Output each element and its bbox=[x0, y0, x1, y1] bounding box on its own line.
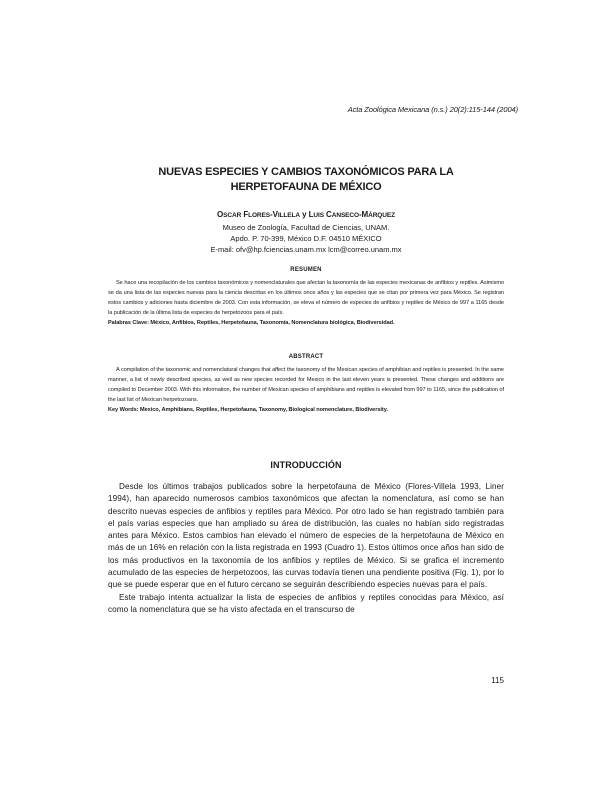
abstract-keywords-label: Key Words: bbox=[108, 406, 139, 413]
introduccion-heading: INTRODUCCIÓN bbox=[270, 460, 342, 470]
resumen-text: Se hace una recopilación de los cambios taxonómicos y nomenclaturales que afectan la taxonomía de las especies mexicanas de anfibios y reptiles. Asimismo se da una lista de las especies nuevas para la ciencia descritas en los últimos once años y las especies que se citan por primera vez para México. Se registran estos cambios y adiciones hasta diciembre de 2003. Con esta información, se eleva el número de especies de anfibios y reptiles de México de 997 a 1165 desde la publicación de la última lista de especies de herpetozoos para el país. bbox=[108, 280, 504, 316]
affiliation-block bbox=[0, 222, 612, 255]
article-title-line-2: HERPETOFAUNA DE MÉXICO bbox=[230, 181, 382, 193]
author-1-last1-rest: LORES bbox=[248, 212, 271, 219]
author-1-first-rest: SCAR bbox=[223, 212, 242, 219]
resumen-block bbox=[108, 279, 504, 329]
affiliation-line-1: Museo de Zoología, Facultad de Ciencias, UNAM. bbox=[222, 223, 390, 232]
author-1-separator: -V bbox=[270, 210, 278, 219]
resumen-heading: RESUMEN bbox=[290, 267, 322, 273]
author-2-last2-rest: ÁRQUEZ bbox=[368, 212, 395, 219]
abstract-text: A compilation of the taxonomic and nomenclatural changes that affect the taxonomy of the Mexican species of amphibian and reptiles is presented. In the same manner, a list of newly described species, as well as new species recorded for Mexico in the last eleven years is presented. These changes and additions are compiled to December 2003. With this information, the number of Mexican species of amphibians and reptiles is elevated from 997 to 1165, since the publication of the last list of Mexican herpetozoans. bbox=[108, 367, 504, 403]
author-list bbox=[0, 210, 612, 219]
resumen-keywords-text: México, Anfibios, Reptiles, Herpetofauna, Taxonomía, Nomenclatura biológica, Biodiversidad. bbox=[148, 319, 395, 326]
article-title bbox=[0, 165, 612, 195]
affiliation-email: E-mail: ofv@hp.fciencias.unam.mx lcm@correo.unam.mx bbox=[210, 245, 402, 254]
author-2-first-initial: L bbox=[308, 210, 314, 219]
author-2-separator: -M bbox=[358, 210, 369, 219]
resumen-keywords bbox=[108, 319, 504, 329]
introduccion-body bbox=[108, 481, 504, 616]
journal-reference: Acta Zoológica Mexicana (n.s.) 20(2):115-144 (2004) bbox=[347, 105, 518, 114]
abstract-keywords bbox=[108, 406, 504, 416]
introduccion-paragraph-2: Este trabajo intenta actualizar la lista de especies de anfibios y reptiles conocidas para México, así como la nomenclatura que se ha visto afectada en el transcurso de bbox=[108, 592, 504, 614]
affiliation-line-2: Apdo. P. 70-399, México D.F. 04510 MÉXICO bbox=[230, 234, 382, 243]
author-1-last2-rest: ILLELA bbox=[277, 212, 300, 219]
abstract-heading: ABSTRACT bbox=[288, 354, 324, 360]
abstract-block bbox=[108, 366, 504, 416]
author-conjunction: y bbox=[299, 210, 309, 219]
abstract-keywords-text: Mexico, Amphibians, Reptiles, Herpetofauna, Taxonomy, Biological nomenclature, Biodiversity. bbox=[138, 406, 388, 413]
article-title-line-1: NUEVAS ESPECIES Y CAMBIOS TAXONÓMICOS PARA LA bbox=[158, 166, 454, 178]
author-2-last1-rest: ANSECO bbox=[331, 212, 359, 219]
author-1-last1-initial: F bbox=[243, 210, 249, 219]
resumen-keywords-label: Palabras Clave: bbox=[108, 319, 149, 326]
author-1-first-initial: O bbox=[217, 210, 224, 219]
page-number: 115 bbox=[491, 676, 504, 685]
author-2-last1-initial: C bbox=[323, 210, 332, 219]
author-2-first-rest: UIS bbox=[313, 212, 324, 219]
introduccion-paragraph-1: Desde los últimos trabajos publicados sobre la herpetofauna de México (Flores-Villela 1993, Liner 1994), han aparecido numerosos cambios taxonómicos que afectan la nomenclatura, así como se han descrito nuevas especies de anfibios y reptiles para México. Por otro lado se han registrado también para el país varias especies que han ampliado su área de distribución, las cuales no habían sido registradas antes para México. Estos cambios han elevado el número de especies de la herpetofauna de México en más de un 16% en relación con la lista registrada en 1993 (Cuadro 1). Estos últimos once años han sido de los más productivos en la taxonomía de los anfibios y reptiles de México. Si se grafica el incremento acumulado de las especies de herpetozoos, las curvas todavía tienen una pendiente positiva (Fig. 1), por lo que se puede esperar que en el futuro cercano se seguirán describiendo especies nuevas para el país. bbox=[108, 482, 504, 590]
